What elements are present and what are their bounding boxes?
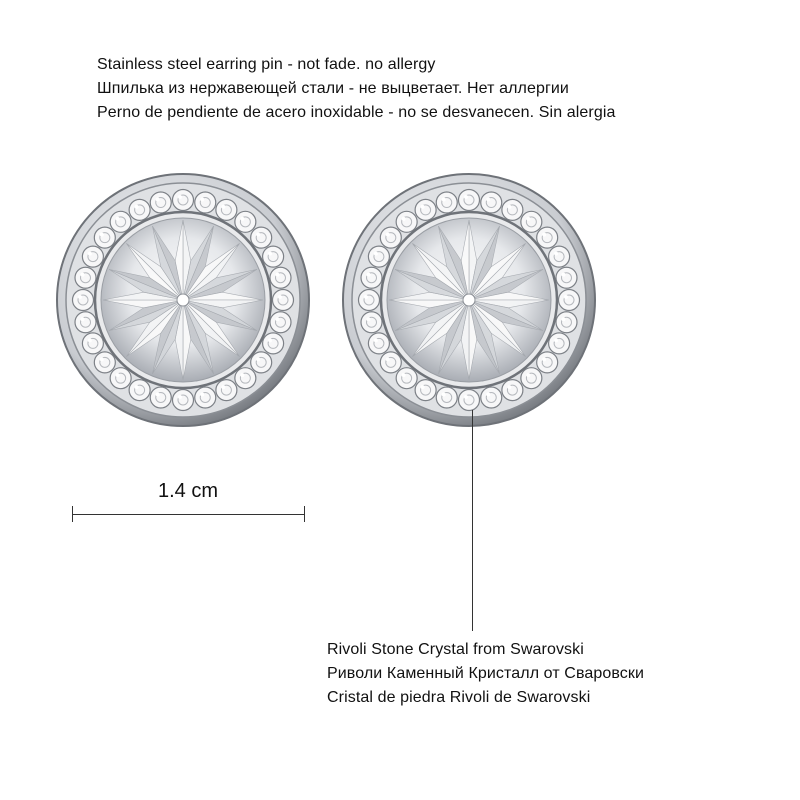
crystal-description-es: Cristal de piedra Rivoli de Swarovski bbox=[327, 689, 591, 706]
crystal-description-ru: Риволи Каменный Кристалл от Сваровски bbox=[327, 665, 645, 682]
size-label: 1.4 cm bbox=[158, 480, 219, 502]
pin-description-ru: Шпилька из нержавеющей стали - не выцветает. Нет аллергии bbox=[97, 80, 569, 97]
size-scale-bar bbox=[72, 506, 305, 522]
scale-tick-left bbox=[72, 506, 73, 522]
earring-photo-left bbox=[55, 172, 311, 428]
scale-tick-right bbox=[304, 506, 305, 522]
scale-line bbox=[72, 514, 305, 515]
crystal-description-en: Rivoli Stone Crystal from Swarovski bbox=[327, 641, 584, 658]
rivoli-crystal bbox=[103, 220, 263, 380]
crystal-leader-line bbox=[472, 410, 473, 631]
earring-right-illustration bbox=[341, 172, 597, 428]
rivoli-crystal bbox=[389, 220, 549, 380]
pin-description-es: Perno de pendiente de acero inoxidable - no se desvanecen. Sin alergia bbox=[97, 104, 616, 121]
earring-photo-right bbox=[341, 172, 597, 428]
earring-left-illustration bbox=[55, 172, 311, 428]
crystal-description bbox=[327, 638, 644, 710]
pin-description bbox=[97, 53, 615, 125]
pin-description-en: Stainless steel earring pin - not fade. no allergy bbox=[97, 56, 436, 73]
